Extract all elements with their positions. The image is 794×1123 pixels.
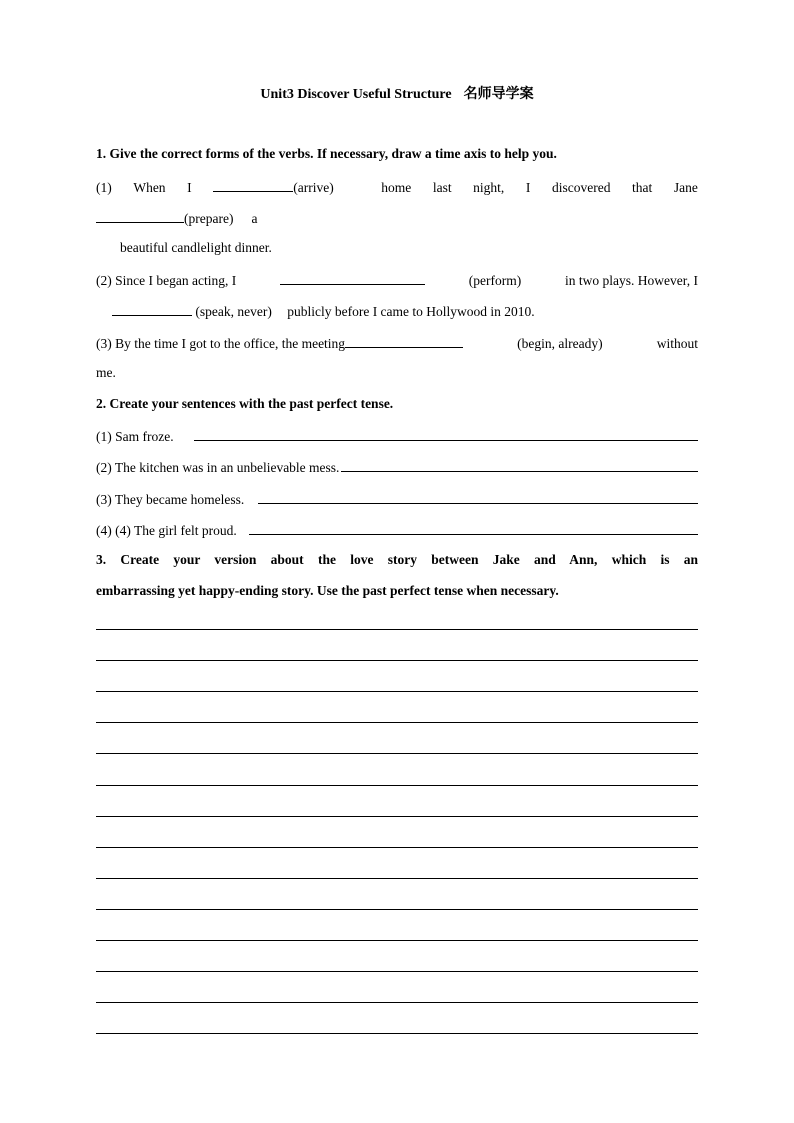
writing-line[interactable] — [96, 878, 698, 879]
writing-line[interactable] — [96, 816, 698, 817]
answer-blank[interactable] — [112, 302, 192, 316]
q1-word: Jane — [673, 180, 698, 195]
page-title — [0, 83, 794, 103]
q2-perform-hint: (perform) — [468, 273, 522, 288]
writing-line[interactable] — [96, 629, 698, 630]
s2-item — [96, 521, 698, 539]
answer-line[interactable] — [249, 521, 698, 535]
q2-text: (2) Since I began acting, I — [96, 273, 237, 288]
q2-text: in two plays. However, I — [565, 273, 698, 288]
answer-blank[interactable] — [345, 334, 463, 348]
q3-line1 — [96, 334, 698, 352]
writing-line[interactable] — [96, 940, 698, 941]
writing-line[interactable] — [96, 753, 698, 754]
q1-word: I — [525, 180, 531, 195]
writing-line[interactable] — [96, 909, 698, 910]
s2-prompt: (4) (4) The girl felt proud. — [96, 523, 237, 538]
title-chinese: 名师导学案 — [463, 87, 534, 102]
q1-word: I — [187, 180, 192, 195]
answer-blank[interactable] — [96, 209, 184, 223]
q3-begin-hint: (begin, already) — [517, 336, 603, 351]
writing-line[interactable] — [96, 847, 698, 848]
q1-word: that — [632, 180, 653, 195]
writing-line[interactable] — [96, 971, 698, 972]
title-main: Unit3 Discover Useful Structure — [260, 87, 452, 102]
q1-arrive-group — [213, 178, 333, 196]
q1-word: night, — [473, 180, 505, 195]
q1-word: last — [432, 180, 452, 195]
answer-blank[interactable] — [280, 271, 425, 285]
q2-text: publicly before I came to Hollywood in 2010. — [287, 304, 535, 319]
q1-word: discovered — [551, 180, 611, 195]
q1-line2 — [96, 209, 698, 227]
q2-speak-hint: (speak, never) — [195, 304, 272, 319]
q3-start-group — [96, 334, 463, 352]
answer-line[interactable] — [194, 427, 698, 441]
s2-prompt: (1) Sam froze. — [96, 429, 174, 444]
q3-line2: me. — [96, 365, 116, 380]
writing-line[interactable] — [96, 1033, 698, 1034]
q3-text: (3) By the time I got to the office, the meeting — [96, 336, 346, 351]
writing-line[interactable] — [96, 691, 698, 692]
q3-text: without — [656, 336, 698, 351]
answer-line[interactable] — [341, 458, 698, 472]
q2-line1 — [96, 271, 698, 289]
section3-heading-line1: 3. Create your version about the love story between Jake and Ann, which is an — [96, 552, 698, 567]
answer-blank[interactable] — [213, 178, 293, 192]
s2-prompt: (2) The kitchen was in an unbelievable mess. — [96, 460, 340, 475]
writing-line[interactable] — [96, 722, 698, 723]
q1-number: (1) — [96, 180, 112, 195]
s2-prompt: (3) They became homeless. — [96, 492, 245, 507]
writing-line[interactable] — [96, 785, 698, 786]
q1-line3: beautiful candlelight dinner. — [120, 240, 272, 255]
s2-item — [96, 427, 698, 445]
section1-heading: 1. Give the correct forms of the verbs. If necessary, draw a time axis to help you. — [96, 146, 557, 161]
q1-word: When — [133, 180, 166, 195]
writing-line[interactable] — [96, 1002, 698, 1003]
q1-word: a — [251, 211, 258, 226]
q1-line1 — [96, 178, 698, 196]
section2-heading: 2. Create your sentences with the past perfect tense. — [96, 396, 394, 411]
section3-heading-line2: embarrassing yet happy-ending story. Use the past perfect tense when necessary. — [96, 583, 559, 598]
q1-prepare-hint: (prepare) — [184, 211, 234, 226]
q1-arrive-hint: (arrive) — [293, 180, 334, 195]
q2-line2 — [112, 302, 714, 320]
s2-item — [96, 458, 698, 476]
answer-line[interactable] — [258, 490, 698, 504]
s2-item — [96, 490, 698, 508]
q1-word: home — [381, 180, 412, 195]
writing-line[interactable] — [96, 660, 698, 661]
